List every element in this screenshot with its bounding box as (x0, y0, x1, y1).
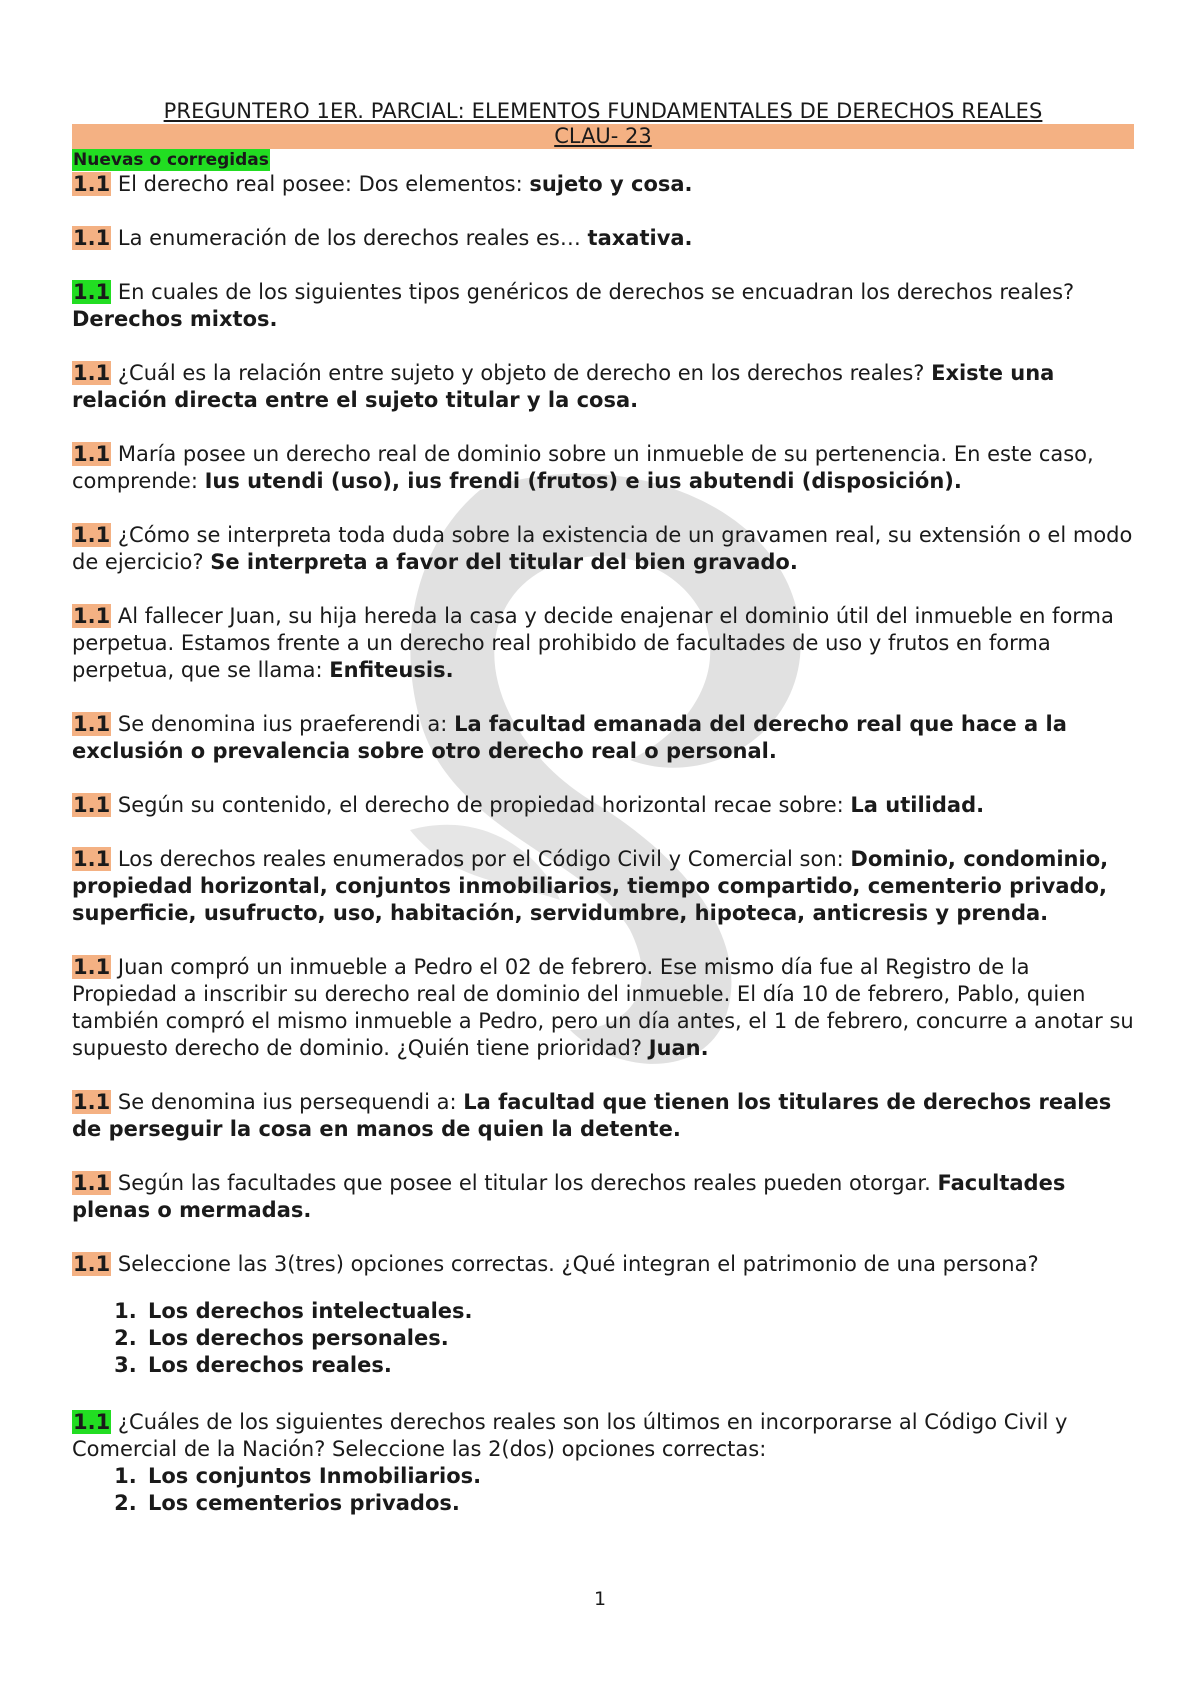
answer-option: 2. Los cementerios privados. (144, 1490, 1134, 1517)
answer-text: Existe una relación directa entre el sujeto titular y la cosa. (72, 361, 1055, 412)
question-text: Se denomina ius persequendi a: (117, 1090, 464, 1114)
answer-text: Enfiteusis. (329, 658, 454, 682)
question-text: Según las facultades que posee el titular los derechos reales pueden otorgar. (117, 1171, 938, 1195)
question-number: 1.1 (73, 712, 111, 736)
answer-text: Derechos mixtos. (72, 307, 278, 331)
answer-options-list (72, 1298, 1134, 1379)
question-number: 1.1 (73, 604, 111, 628)
question-number: 1.1 (73, 955, 111, 979)
answer-text: Se interpreta a favor del titular del bien gravado. (210, 550, 798, 574)
answer-text: taxativa. (587, 226, 693, 250)
question (72, 279, 1134, 333)
answer-text: sujeto y cosa. (529, 172, 693, 196)
answer-text: La utilidad. (850, 793, 985, 817)
document-subtitle: CLAU- 23 (72, 124, 1134, 149)
question-number: 1.1 (73, 361, 111, 385)
question-text: ¿Cuáles de los siguientes derechos reales son los últimos en incorporarse al Código Civil y Comercial de la Nación? Seleccione las 2(dos) opciones correctas: (72, 1410, 1068, 1461)
question-text: Según su contenido, el derecho de propiedad horizontal recae sobre: (117, 793, 851, 817)
page-number: 1 (593, 1588, 607, 1610)
question (72, 1409, 1134, 1463)
question-number: 1.1 (73, 442, 111, 466)
question-text: El derecho real posee: Dos elementos: (117, 172, 530, 196)
question (72, 360, 1134, 414)
question-text: Seleccione las 3(tres) opciones correctas. ¿Qué integran el patrimonio de una persona? (117, 1252, 1039, 1276)
question-number: 1.1 (73, 226, 111, 250)
answer-option: 2. Los derechos personales. (144, 1325, 1134, 1352)
document-body (72, 99, 1134, 1517)
question-number: 1.1 (73, 172, 111, 196)
question (72, 171, 1134, 198)
question-text: Juan compró un inmueble a Pedro el 02 de febrero. Ese mismo día fue al Registro de la Propiedad a inscribir su derecho real de dominio del inmueble. El día 10 de febrero, Pablo, quien también compró el mismo inmueble a Pedro, pero un día antes, el 1 de febrero, concurre a anotar su supuesto derecho de dominio. ¿Quién tiene prioridad? (72, 955, 1134, 1060)
question (72, 225, 1134, 252)
question-number: 1.1 (73, 280, 111, 304)
question-number: 1.1 (73, 1252, 111, 1276)
answer-text: Juan. (648, 1036, 709, 1060)
question-number: 1.1 (73, 793, 111, 817)
question-text: La enumeración de los derechos reales es… (117, 226, 588, 250)
question-number: 1.1 (73, 1410, 111, 1434)
legend-new-corrected: Nuevas o corregidas (73, 150, 269, 170)
question-text: María posee un derecho real de dominio sobre un inmueble de su pertenencia. En este caso, comprende: (72, 442, 1094, 493)
question (72, 522, 1134, 576)
question-number: 1.1 (73, 1171, 111, 1195)
question-text: ¿Cuál es la relación entre sujeto y objeto de derecho en los derechos reales? (117, 361, 932, 385)
question-text: Se denomina ius praeferendi a: (117, 712, 455, 736)
answer-option: 3. Los derechos reales. (144, 1352, 1134, 1379)
question (72, 954, 1134, 1062)
answer-text: La facultad que tienen los titulares de derechos reales de perseguir la cosa en manos de quien la detente. (72, 1090, 1112, 1141)
answer-text: Ius utendi (uso), ius frendi (frutos) e ius abutendi (disposición). (204, 469, 962, 493)
answer-text: Facultades plenas o mermadas. (72, 1171, 1066, 1222)
question-number: 1.1 (73, 847, 111, 871)
question-text: ¿Cómo se interpreta toda duda sobre la existencia de un gravamen real, su extensión o el modo de ejercicio? (72, 523, 1133, 574)
question (72, 792, 1134, 819)
question (72, 1089, 1134, 1143)
answer-text: Dominio, condominio, propiedad horizontal, conjuntos inmobiliarios, tiempo compartido, cementerio privado, superficie, usufructo, uso, habitación, servidumbre, hipoteca, anticresis y prenda. (72, 847, 1109, 925)
question-text: En cuales de los siguientes tipos genéricos de derechos se encuadran los derechos reales? (117, 280, 1075, 304)
question (72, 846, 1134, 927)
question-number: 1.1 (73, 1090, 111, 1114)
question (72, 711, 1134, 765)
question-number: 1.1 (73, 523, 111, 547)
answer-option: 1. Los derechos intelectuales. (144, 1298, 1134, 1325)
question-text: Los derechos reales enumerados por el Código Civil y Comercial son: (117, 847, 851, 871)
document-title: PREGUNTERO 1ER. PARCIAL: ELEMENTOS FUNDAMENTALES DE DERECHOS REALES (163, 99, 1043, 123)
answer-options-list (72, 1463, 1134, 1517)
answer-text: La facultad emanada del derecho real que hace a la exclusión o prevalencia sobre otro derecho real o personal. (72, 712, 1067, 763)
answer-option: 1. Los conjuntos Inmobiliarios. (144, 1463, 1134, 1490)
question (72, 1251, 1134, 1278)
question-text: Al fallecer Juan, su hija hereda la casa y decide enajenar el dominio útil del inmueble en forma perpetua. Estamos frente a un derecho real prohibido de facultades de uso y frutos en forma perpetua, que se llama: (72, 604, 1114, 682)
question (72, 603, 1134, 684)
question (72, 1170, 1134, 1224)
question (72, 441, 1134, 495)
